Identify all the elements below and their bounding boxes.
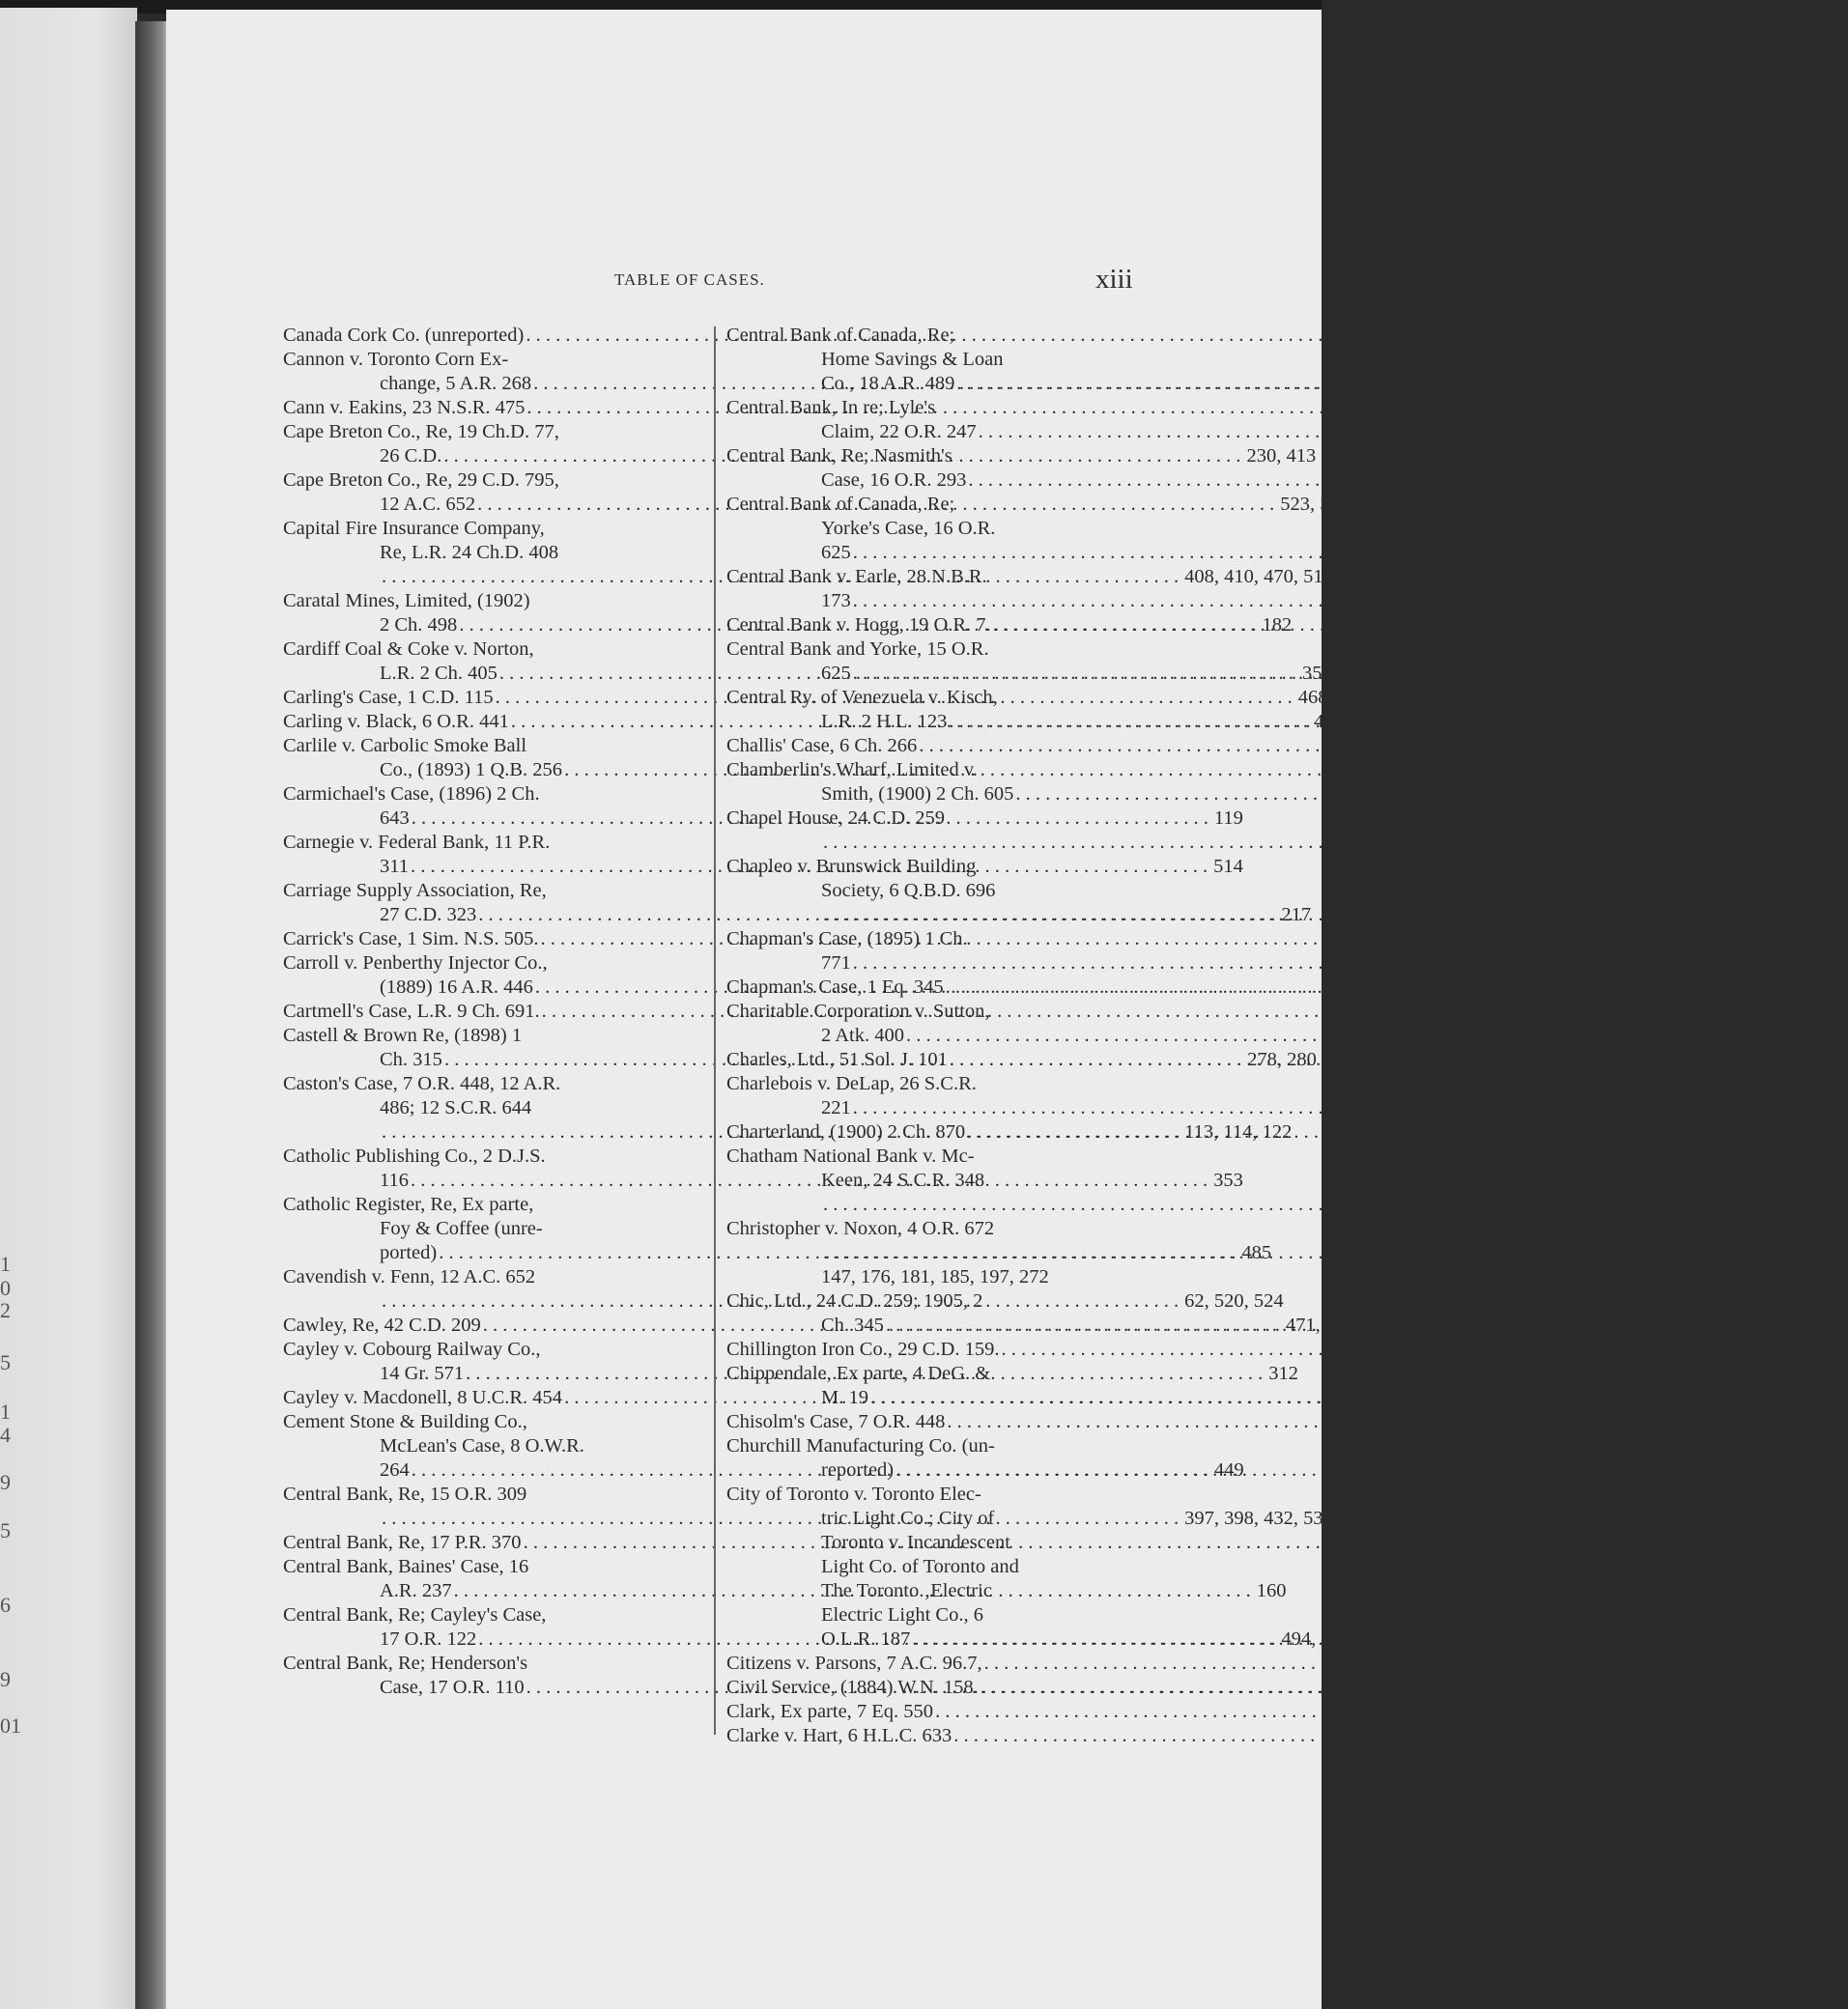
page-references: 377 (1752, 1049, 1782, 1070)
dot-leader (1013, 782, 1814, 806)
case-citation: Light Co. of Toronto and (821, 1556, 1019, 1577)
case-citation: Cayley v. Macdonell, 8 U.C.R. 454 (283, 1387, 563, 1408)
case-citation: Case, 17 O.R. 110 (380, 1677, 525, 1698)
case-entry-line (283, 1338, 700, 1362)
case-entry-line (726, 1483, 1099, 1507)
case-citation: Home Savings & Loan (821, 349, 1004, 370)
page-references: 431 (1780, 421, 1811, 442)
page-references: 485 (1241, 1242, 1272, 1263)
case-entry-line (283, 1217, 700, 1241)
case-citation: 264 (380, 1459, 410, 1481)
page-references: 418 (1771, 469, 1802, 491)
case-citation: Castell & Brown Re, (1898) 1 (283, 1025, 523, 1046)
case-entry-line (283, 1265, 700, 1289)
case-citation: tric Light Co.; City of (821, 1508, 995, 1529)
case-citation: Electric Light Co., 6 (821, 1604, 983, 1626)
page-references: 494, 507 (1281, 1628, 1351, 1650)
case-citation: Carriage Supply Association, Re, (283, 880, 547, 901)
case-entry-line (726, 1555, 1099, 1579)
case-citation: Charles, Ltd., 51 Sol. J. 101 (726, 1049, 948, 1070)
case-citation: Central Bank, Re, 15 O.R. 309 (283, 1484, 527, 1505)
case-citation: Catholic Publishing Co., 2 D.J.S. (283, 1146, 546, 1167)
case-entry-line (283, 1652, 700, 1676)
case-citation: Central Bank, Re; Cayley's Case, (283, 1604, 547, 1626)
case-citation: Citizens v. Parsons, 7 A.C. 96.7, (726, 1653, 982, 1674)
margin-digit: 5 (0, 1518, 11, 1542)
case-entry-line (283, 1096, 700, 1120)
page-references: 517 (1655, 590, 1686, 611)
case-entry-line (726, 879, 1099, 903)
running-header: TABLE OF CASES. (614, 270, 765, 289)
dot-leader (977, 420, 1777, 444)
case-citation: Chisolm's Case, 7 O.R. 448 (726, 1411, 946, 1432)
case-citation: Cape Breton Co., Re, 19 Ch.D. 77, (283, 421, 559, 442)
case-entry-line (283, 734, 700, 758)
case-entry-line (726, 951, 1686, 976)
dot-leader (945, 1410, 1746, 1434)
case-citation: 26 C.D. (380, 445, 442, 467)
margin-digit: 1 (0, 1252, 11, 1276)
page-references: 269, 271 (1626, 904, 1695, 925)
case-entry-line (283, 831, 700, 855)
case-citation: Central Bank, Re; Nasmith's (726, 445, 952, 467)
case-citation: L.R. 2 H.L. 123 (821, 711, 948, 732)
page-references: 413, 443 (1328, 1677, 1399, 1698)
case-entry-line (283, 1024, 700, 1048)
page-references: 94 (1655, 1097, 1676, 1118)
case-entry (726, 1652, 1817, 1676)
case-entry (726, 1338, 1834, 1362)
page-references: 447 (1721, 735, 1752, 756)
page-references: 217 (1281, 904, 1312, 925)
case-entry-line (726, 782, 1848, 806)
book-gutter (135, 21, 168, 2009)
page-references: 93 (1673, 1387, 1693, 1408)
dot-leader (851, 1096, 1652, 1120)
case-citation: Re, L.R. 24 Ch.D. 408 (380, 542, 559, 563)
page-references: 278, 280 (1247, 1049, 1317, 1070)
case-citation: Caston's Case, 7 O.R. 448, 12 A.R. (283, 1073, 561, 1094)
case-citation: Chapel House, 24 C.D. 259 (726, 807, 946, 829)
page-references: 57 (1343, 928, 1364, 949)
case-citation: Carlile v. Carbolic Smoke Ball (283, 735, 527, 756)
case-citation: Yorke's Case, 16 O.R. (821, 518, 996, 539)
case-citation: Claim, 22 O.R. 247 (821, 421, 977, 442)
case-citation: Foy & Coffee (unre- (380, 1218, 543, 1239)
case-citation: 771 (821, 952, 851, 974)
case-entry-line (283, 1072, 700, 1096)
case-entry-line (726, 806, 1099, 831)
case-entry-line (283, 1555, 700, 1579)
case-citation: Charterland, (1900) 2 Ch. 870 (726, 1121, 966, 1143)
case-entry-line (726, 1217, 1099, 1241)
case-entry-line (283, 468, 700, 493)
case-citation: Carling's Case, 1 C.D. 115 (283, 687, 494, 708)
dot-leader (991, 613, 1792, 637)
case-entry-line (726, 1265, 1099, 1289)
case-citation: Central Bank of Canada, Re; (726, 325, 955, 346)
case-citation: Case, 16 O.R. 293 (821, 469, 967, 491)
case-citation: 2 Atk. 400 (821, 1025, 904, 1046)
dot-leader (894, 1458, 1694, 1483)
case-citation: Chamberlin's Wharf, Limited v. (726, 759, 978, 780)
case-entry-line (283, 951, 700, 976)
page-references: 523, 524 (1280, 494, 1350, 515)
page-references: 178 (1336, 373, 1367, 394)
case-citation: Carrick's Case, 1 Sim. N.S. 505. (283, 928, 539, 949)
page-references: 471, 521 (1285, 1315, 1355, 1336)
case-entry-line (726, 468, 1802, 493)
case-citation: 625 (821, 542, 851, 563)
case-citation: Chippendale, Ex parte, 4 DeG. & (726, 1363, 991, 1384)
case-entry-line (283, 1193, 700, 1217)
dot-leader (821, 831, 1622, 855)
case-entry-line (726, 1434, 1099, 1458)
case-entry-line (283, 1603, 700, 1627)
case-entry-line (726, 1096, 1676, 1120)
case-citation: 12 A.C. 652 (380, 494, 476, 515)
page-references: 390 (1328, 325, 1359, 346)
case-entry-line (726, 444, 1099, 468)
case-entry-line (283, 903, 1312, 927)
page-references: 182 (1262, 614, 1293, 636)
case-entry-line (283, 879, 700, 903)
page-references: 352 (1698, 1459, 1728, 1481)
case-citation: 27 C.D. 323 (380, 904, 477, 925)
case-citation: Cement Stone & Building Co., (283, 1411, 527, 1432)
dot-leader (966, 468, 1767, 493)
page-references: 397, 398, 432, 536, 537 (1184, 1508, 1373, 1529)
case-entry-line (726, 1193, 1735, 1217)
case-citation: reported) (821, 1459, 895, 1481)
case-entry-line (726, 348, 1099, 372)
dot-leader (851, 589, 1652, 613)
case-entry-line (283, 1410, 700, 1434)
case-entry-line (726, 1072, 1099, 1096)
case-citation: (1889) 16 A.R. 446 (380, 976, 533, 998)
case-citation: Catholic Register, Re, Ex parte, (283, 1194, 534, 1215)
case-citation: Carmichael's Case, (1896) 2 Ch. (283, 783, 540, 805)
case-citation: McLean's Case, 8 O.W.R. (380, 1435, 584, 1457)
case-citation: 14 Gr. 571 (380, 1363, 465, 1384)
page-references: 313 (1715, 1628, 1746, 1650)
case-entry-line (726, 517, 1099, 541)
page-references: 135, 493 (1738, 1701, 1807, 1722)
page-references: 373, 374, 377 (1626, 832, 1735, 853)
page-references: 151 (1818, 783, 1848, 805)
case-citation: 486; 12 S.C.R. 644 (380, 1097, 532, 1118)
case-citation: A.R. 237 (380, 1580, 452, 1601)
margin-digit: 4 (0, 1423, 11, 1447)
case-citation: Cavendish v. Fenn, 12 A.C. 652 (283, 1266, 536, 1287)
case-entry-line (726, 1169, 1099, 1193)
case-citation: 311 (380, 856, 409, 877)
case-entry-line (283, 348, 700, 372)
margin-digit: 2 (0, 1298, 11, 1322)
page-references: 113, 114, 122 (1184, 1121, 1293, 1143)
case-entry-line (726, 1145, 1099, 1169)
dot-leader (821, 1241, 1622, 1265)
page-references: 113 (1749, 1411, 1779, 1432)
case-citation: Central Ry. of Venezuela v. Kisch, (726, 687, 998, 708)
page-references: 119 (1213, 807, 1243, 829)
case-citation: Chapleo v. Brunswick Building (726, 856, 977, 877)
page-references: 362, 365, 374, 377 (1689, 1315, 1837, 1336)
page-references: 268 (1329, 397, 1360, 418)
margin-digit: 0 (0, 1276, 11, 1300)
page-references: 508 (1655, 542, 1686, 563)
dot-leader (933, 1700, 1734, 1724)
page-references: 115 (1367, 759, 1397, 780)
case-entry-line (726, 1579, 1099, 1603)
case-citation: Carnegie v. Federal Bank, 11 P.R. (283, 832, 551, 853)
case-entry-line (283, 637, 700, 662)
case-citation: Ch. 345 (821, 1315, 884, 1336)
case-citation: Co., (1893) 1 Q.B. 256 (380, 759, 563, 780)
page-references: 272 (1367, 1387, 1397, 1408)
case-entry-line (726, 1700, 1807, 1724)
case-entry-line (726, 855, 1099, 879)
case-citation: City of Toronto v. Toronto Elec- (726, 1484, 981, 1505)
dot-leader (851, 951, 1652, 976)
case-citation: 2 Ch. 498 (380, 614, 458, 636)
margin-digit: 5 (0, 1350, 11, 1374)
page-references: 200, 408, 421 (1626, 1194, 1735, 1215)
column-divider (714, 326, 716, 1735)
case-entry-line (726, 1000, 1099, 1024)
case-citation: Capital Fire Insurance Company, (283, 518, 545, 539)
page-references: 490 (1748, 976, 1778, 998)
case-entry-line (283, 589, 700, 613)
dot-leader (979, 1676, 1779, 1700)
page-references: 464 (1655, 952, 1686, 974)
page-references: 353 (1213, 1170, 1243, 1191)
facing-page-edge (0, 8, 137, 2009)
case-citation: Cardiff Coal & Coke v. Norton, (283, 638, 534, 660)
dot-leader (965, 1120, 1766, 1145)
case-citation: Cartmell's Case, L.R. 9 Ch. 691. (283, 1001, 540, 1022)
case-entry-line (283, 1145, 700, 1169)
case-entry-line (726, 1289, 1099, 1314)
case-citation: Carling v. Black, 6 O.R. 441 (283, 711, 509, 732)
case-entry-line (726, 1652, 1817, 1676)
case-entry-line (283, 1483, 700, 1507)
dot-leader (948, 1048, 1748, 1072)
page-references: 62, 520, 524 (1184, 1290, 1284, 1312)
case-citation: Challis' Case, 6 Ch. 266 (726, 735, 918, 756)
case-citation: 643 (380, 807, 410, 829)
case-citation: Cannon v. Toronto Corn Ex- (283, 349, 509, 370)
case-citation: Chic, Ltd., 24 C.D. 259; 1905, 2 (726, 1290, 983, 1312)
case-citation: Central Bank and Yorke, 15 O.R. (726, 638, 989, 660)
case-entry-line (726, 831, 1735, 855)
dot-leader (910, 1627, 1711, 1652)
margin-digit: 01 (0, 1713, 21, 1738)
margin-digit: 1 (0, 1400, 11, 1424)
case-entry-line (726, 686, 1099, 710)
case-citation: 116 (380, 1170, 409, 1191)
case-citation: Cape Breton Co., Re, 29 C.D. 795, (283, 469, 559, 491)
case-citation: 173 (821, 590, 851, 611)
case-entry-line (283, 541, 700, 565)
page-references: 409 (1782, 1677, 1813, 1698)
dot-leader (999, 1338, 1800, 1362)
case-entry-line (726, 758, 1099, 782)
case-citation: Keen, 24 S.C.R. 348 (821, 1170, 985, 1191)
page-references: 230, 413 (1246, 445, 1317, 467)
case-citation: Carroll v. Penberthy Injector Co., (283, 952, 548, 974)
case-entry-line (726, 1338, 1834, 1362)
case-entry-line (726, 1531, 1099, 1555)
case-entry-line (726, 734, 1752, 758)
case-citation: ported) (380, 1242, 438, 1263)
case-entry-line (726, 324, 1099, 348)
page-references: 363 (1770, 1121, 1800, 1143)
dot-leader (917, 734, 1718, 758)
case-citation: Chapman's Case, 1 Eq. 345 (726, 976, 944, 998)
page-references: 514 (1213, 856, 1243, 877)
dot-leader (884, 1314, 1685, 1338)
case-citation: M. 19 (821, 1387, 868, 1408)
page-references: 353, 388 (1302, 663, 1372, 684)
case-citation: Cann v. Eakins, 23 N.S.R. 475 (283, 397, 526, 418)
case-citation: Central Bank v. Earle, 28 N.B.R. (726, 566, 987, 587)
case-citation: Central Bank of Canada, Re; (726, 494, 955, 515)
case-citation: Cayley v. Cobourg Railway Co., (283, 1339, 541, 1360)
case-entry (726, 1410, 1779, 1434)
page-references: 510 (1325, 1532, 1356, 1553)
case-citation: Toronto v. Incandescent (821, 1532, 1010, 1553)
case-entry-line (726, 637, 1099, 662)
case-citation: Central Bank, Re, 17 P.R. 370 (283, 1532, 522, 1553)
case-citation: Ch. 315 (380, 1049, 442, 1070)
case-entry (726, 1724, 1787, 1748)
case-entry-line (283, 1434, 700, 1458)
case-citation: Cawley, Re, 42 C.D. 209 (283, 1315, 481, 1336)
case-entry-line (726, 541, 1686, 565)
case-citation: Clark, Ex parte, 7 Eq. 550 (726, 1701, 934, 1722)
case-citation: 625 (821, 663, 851, 684)
case-entry-line (726, 420, 1811, 444)
case-entry-line (283, 420, 700, 444)
case-entry (726, 1072, 1676, 1120)
case-citation: Churchill Manufacturing Co. (un- (726, 1435, 995, 1457)
case-entry-line (726, 589, 1686, 613)
margin-digit: 9 (0, 1667, 11, 1691)
page-references: 215 (1709, 1025, 1739, 1046)
case-entry-line (726, 1024, 1739, 1048)
dot-leader (851, 541, 1652, 565)
case-entry-line (726, 927, 1099, 951)
case-citation: Clarke v. Hart, 6 H.L.C. 633 (726, 1725, 952, 1746)
case-citation: change, 5 A.R. 268 (380, 373, 532, 394)
case-citation: Central Bank, Re; Henderson's (283, 1653, 528, 1674)
page-references: 496 (1313, 711, 1344, 732)
page-references: 110 (1795, 614, 1825, 636)
page-references: 182 (1804, 1339, 1834, 1360)
dot-leader (868, 1386, 1669, 1410)
dot-leader (851, 662, 1652, 686)
dot-leader (904, 1024, 1705, 1048)
case-citation: Canada Cork Co. (unreported) (283, 325, 525, 346)
page-references: 135, 146 (1626, 1242, 1695, 1263)
page-references: 312 (1268, 1363, 1298, 1384)
case-citation: Society, 6 Q.B.D. 696 (821, 880, 996, 901)
case-entry-line (726, 1724, 1787, 1748)
page-references: 460 (1759, 373, 1790, 394)
case-citation: Chillington Iron Co., 29 C.D. 159. (726, 1339, 1000, 1360)
case-citation: Co., 18 A.R. 489 (821, 373, 955, 394)
dot-leader (821, 1193, 1622, 1217)
case-citation: Smith, (1900) 2 Ch. 605 (821, 783, 1014, 805)
page-references: 69 (1751, 711, 1773, 732)
case-entry-line (726, 1507, 1099, 1531)
case-entry-line (283, 782, 700, 806)
case-entry-line (726, 493, 1099, 517)
case-citation: 221 (821, 1097, 851, 1118)
case-citation: Chatham National Bank v. Mc- (726, 1146, 975, 1167)
page-references: 468 (1297, 687, 1328, 708)
page-references: 408, 410, 470, 518 (1184, 566, 1333, 587)
page-references: 297 (1338, 976, 1368, 998)
case-citation: The Toronto ‚Electric (821, 1580, 992, 1601)
margin-digit: 9 (0, 1470, 11, 1494)
case-citation: Christopher v. Noxon, 4 O.R. 672 (726, 1218, 995, 1239)
case-entry-line (726, 1362, 1099, 1386)
case-entry-line (726, 1410, 1779, 1434)
dot-leader (954, 372, 1755, 396)
page-references: 326 (1786, 1653, 1817, 1674)
dot-leader (944, 976, 1745, 1000)
case-entry (726, 734, 1752, 758)
case-citation: 17 O.R. 122 (380, 1628, 477, 1650)
case-citation: Caratal Mines, Limited, (1902) (283, 590, 530, 611)
margin-digit: 6 (0, 1593, 11, 1617)
page-number: xiii (1095, 264, 1133, 295)
dot-leader (947, 710, 1748, 734)
case-entry-line (726, 396, 1099, 420)
case-entry-line (726, 1603, 1099, 1627)
case-entry-line (726, 565, 1099, 589)
page-references: 454 (1344, 1001, 1375, 1022)
case-citation: Charlebois v. DeLap, 26 S.C.R. (726, 1073, 977, 1094)
case-entry (726, 1700, 1807, 1724)
dot-leader (982, 1652, 1783, 1676)
dot-leader (952, 1724, 1752, 1748)
case-citation: L.R. 2 Ch. 405 (380, 663, 498, 684)
case-entry-line (283, 1241, 1272, 1265)
case-citation: 147, 176, 181, 185, 197, 272 (821, 1266, 1049, 1287)
page-references: 146 (1756, 1725, 1787, 1746)
case-citation: Central Bank v. Hogg, 19 O.R. 7. (726, 614, 991, 636)
case-citation: Central Bank, In re; Lyle's (726, 397, 936, 418)
page-references: 160 (1256, 1580, 1287, 1601)
case-entry-line (283, 517, 700, 541)
facing-page-margin-numbers (0, 8, 19, 2009)
case-citation: Civil Service, (1884) W.N. 158. (726, 1677, 979, 1698)
dot-leader (821, 903, 1622, 927)
case-citation: Central Bank, Baines' Case, 16 (283, 1556, 529, 1577)
case-citation: Chapman's Case, (1895) 1 Ch. (726, 928, 968, 949)
case-citation: Charitable Corporation v. Sutton, (726, 1001, 990, 1022)
page-references: 349 (1655, 663, 1686, 684)
case-citation: O.L.R. 187 (821, 1628, 911, 1650)
page-references: 449 (1213, 1459, 1244, 1481)
